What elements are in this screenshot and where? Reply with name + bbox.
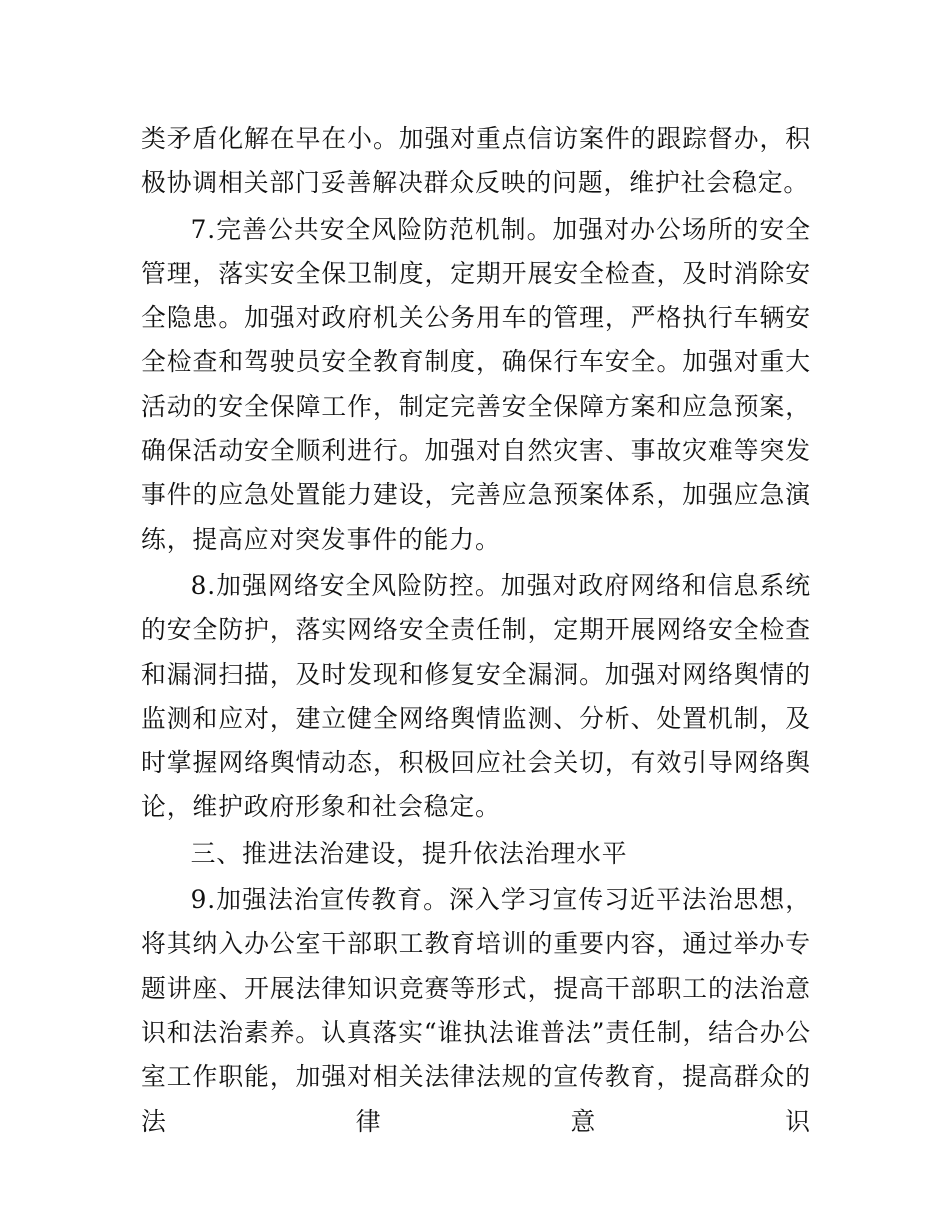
paragraph-7-public-safety: 7.完善公共安全风险防范机制。加强对办公场所的安全管理，落实安全保卫制度，定期开展安全检查，及时消除安全隐患。加强对政府机关公务用车的管理，严格执行车辆安全检查和驾驶员安全教育制度，确保行车安全。加强对重大活动的安全保障工作，制定完善安全保障方案和应急预案，确保活动安全顺利进行。加强对自然灾害、事故灾难等突发事件的应急处置能力建设，完善应急预案体系，加强应急演练，提高应对突发事件的能力。 <box>141 214 811 554</box>
paragraph-continuation: 类矛盾化解在早在小。加强对重点信访案件的跟踪督办，积极协调相关部门妥善解决群众反映的问题，维护社会稳定。 <box>141 124 811 198</box>
paragraph-9-legal-education: 9.加强法治宣传教育。深入学习宣传习近平法治思想，将其纳入办公室干部职工教育培训的重要内容，通过举办专题讲座、开展法律知识竞赛等形式，提高干部职工的法治意识和法治素养。认真落实“谁执法谁普法”责任制，结合办公室工作职能，加强对相关法律法规的宣传教育，提高群众的法律意识 <box>141 885 811 1136</box>
section-heading-3: 三、推进法治建设，提升依法治理水平 <box>190 838 628 868</box>
document-body <box>141 117 811 1144</box>
paragraph-8-network-security: 8.加强网络安全风险防控。加强对政府网络和信息系统的安全防护，落实网络安全责任制，定期开展网络安全检查和漏洞扫描，及时发现和修复安全漏洞。加强对网络舆情的监测和应对，建立健全网络舆情监测、分析、处置机制，及时掌握网络舆情动态，积极回应社会关切，有效引导网络舆论，维护政府形象和社会稳定。 <box>141 570 811 822</box>
